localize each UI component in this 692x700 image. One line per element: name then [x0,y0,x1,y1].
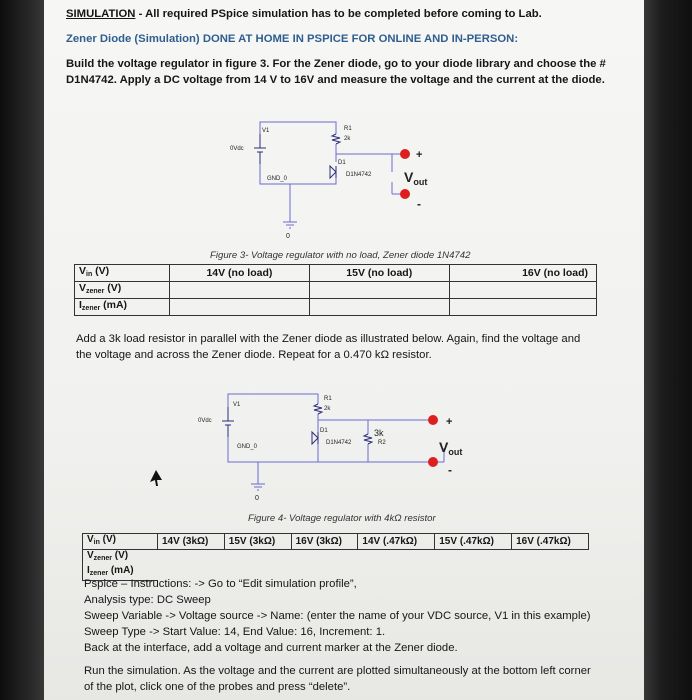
fig3-0vdc-label: 0Vdc [230,146,244,152]
mouse-cursor-icon [150,470,162,486]
fig4-vout-minus-terminal [428,457,438,467]
header-16v-no-load: 16V (no load) [449,265,596,282]
instruction-line-7: of the plot, click one of the probes and press “delete”. [84,681,351,693]
intro-line-2: D1N4742. Apply a DC voltage from 14 V to 16V and measure the voltage and the current at the diode. [66,74,605,86]
fig4-r2-label: R2 [378,440,386,446]
document-page [44,0,644,700]
table-row [83,550,589,566]
fig3-v1-label: V1 [262,128,270,134]
section-subtitle: Zener Diode (Simulation) DONE AT HOME IN PSPICE FOR ONLINE AND IN-PERSON: [66,33,519,45]
header-15v-047k: 15V (.47kΩ) [435,534,512,550]
cell-empty[interactable] [170,299,310,316]
fig4-r1-resistor-symbol [314,404,322,414]
v1-source-symbol [254,134,266,164]
cell-empty[interactable] [449,282,596,299]
instruction-line-4: Sweep Type -> Start Value: 14, End Value: 16, Increment: 1. [84,626,386,638]
row-label-vin: $V_{in}$ (V) [83,534,158,550]
header-14v-047k: 14V (.47kΩ) [358,534,435,550]
row-label-vin: $V_{in}$ (V) [75,265,170,282]
simulation-requirement: - All required PSpice simulation has to be completed before coming to Lab. [135,8,542,20]
instruction-line-1: Pspice – Instructions: -> Go to “Edit simulation profile”, [84,578,357,590]
header-15v-3k: 15V (3kΩ) [224,534,291,550]
cell-empty[interactable] [309,282,449,299]
row-label-vzener: $V_{zener}$ (V) [83,550,158,566]
fig3-d1-label: D1 [338,160,346,166]
vout-minus-terminal [400,189,410,199]
table-row [75,282,597,299]
zener-diode-symbol [330,166,336,178]
header-16v-3k: 16V (3kΩ) [291,534,358,550]
header-14v-3k: 14V (3kΩ) [158,534,225,550]
fig4-r1-value: 2k [324,406,331,412]
row-label-izener: $I_{zener}$ (mA) [83,565,158,581]
fig4-diode-part: D1N4742 [326,440,352,446]
instruction-line-2: Analysis type: DC Sweep [84,594,211,606]
figure-3-caption: Figure 3- Voltage regulator with no load, Zener diode 1N4742 [210,250,471,261]
fig3-gnd-label: GND_0 [267,176,288,182]
fig4-minus-sign: - [448,463,452,477]
fig4-ground-symbol [251,484,265,490]
ground-symbol [283,222,297,228]
figure-4-caption: Figure 4- Voltage regulator with 4kΩ resistor [248,513,436,524]
instruction-line-5: Back at the interface, add a voltage and current marker at the Zener diode. [84,642,458,654]
r1-resistor-symbol [332,134,340,144]
fig4-zero-label: 0 [255,495,259,502]
row-label-vzener: $V_{zener}$ (V) [75,282,170,299]
fig3-r1-value: 2k [344,136,351,142]
fig4-r2-value: 3k [374,428,384,438]
intro-line-1: Build the voltage regulator in figure 3. For the Zener diode, go to your diode library and choose the # [66,58,606,70]
cell-empty[interactable] [449,299,596,316]
table-no-load [74,264,597,316]
table-row [83,534,589,550]
table-row [75,299,597,316]
fig4-zener-diode-symbol [312,432,318,444]
fig3-r1-label: R1 [344,126,352,132]
cell-empty[interactable] [309,299,449,316]
fig4-plus-sign: + [446,416,453,428]
fig3-minus-sign: - [417,197,421,211]
fig3-diode-part: D1N4742 [346,172,372,178]
fig4-vout-plus-terminal [428,415,438,425]
fig4-d1-label: D1 [320,428,328,434]
fig3-plus-sign: + [416,149,423,161]
cell-empty[interactable] [158,550,589,566]
photo-frame-right [642,0,692,700]
header-14v-no-load: 14V (no load) [170,265,310,282]
fig4-r2-resistor-symbol [364,434,372,444]
instruction-line-3: Sweep Variable -> Voltage source -> Name: (enter the name of your VDC source, V1 in this example) [84,610,591,622]
middle-line-2: the voltage and across the Zener diode. Repeat for a 0.470 kΩ resistor. [76,349,432,361]
fig3-vout-label: $V_{out}$ [404,169,428,187]
header-15v-no-load: 15V (no load) [309,265,449,282]
table-row [75,265,597,282]
row-label-izener: $I_{zener}$ (mA) [75,299,170,316]
fig4-v1-label: V1 [233,402,241,408]
fig4-r1-label: R1 [324,396,332,402]
header-16v-047k: 16V (.47kΩ) [512,534,589,550]
instruction-line-6: Run the simulation. As the voltage and the current are plotted simultaneously at the bottom left corner [84,665,591,677]
simulation-label: SIMULATION [66,8,136,20]
fig4-vout-label: $V_{out}$ [439,439,463,457]
cell-empty[interactable] [170,282,310,299]
middle-line-1: Add a 3k load resistor in parallel with the Zener diode as illustrated below. Again, find the voltage and [76,333,581,345]
fig3-zero-label: 0 [286,233,290,240]
vout-plus-terminal [400,149,410,159]
fig4-v1-source-symbol [222,407,234,437]
photo-frame-left [0,0,46,700]
fig4-gnd-label: GND_0 [237,444,258,450]
fig4-0vdc-label: 0Vdc [198,418,212,424]
table-with-load [82,533,589,581]
